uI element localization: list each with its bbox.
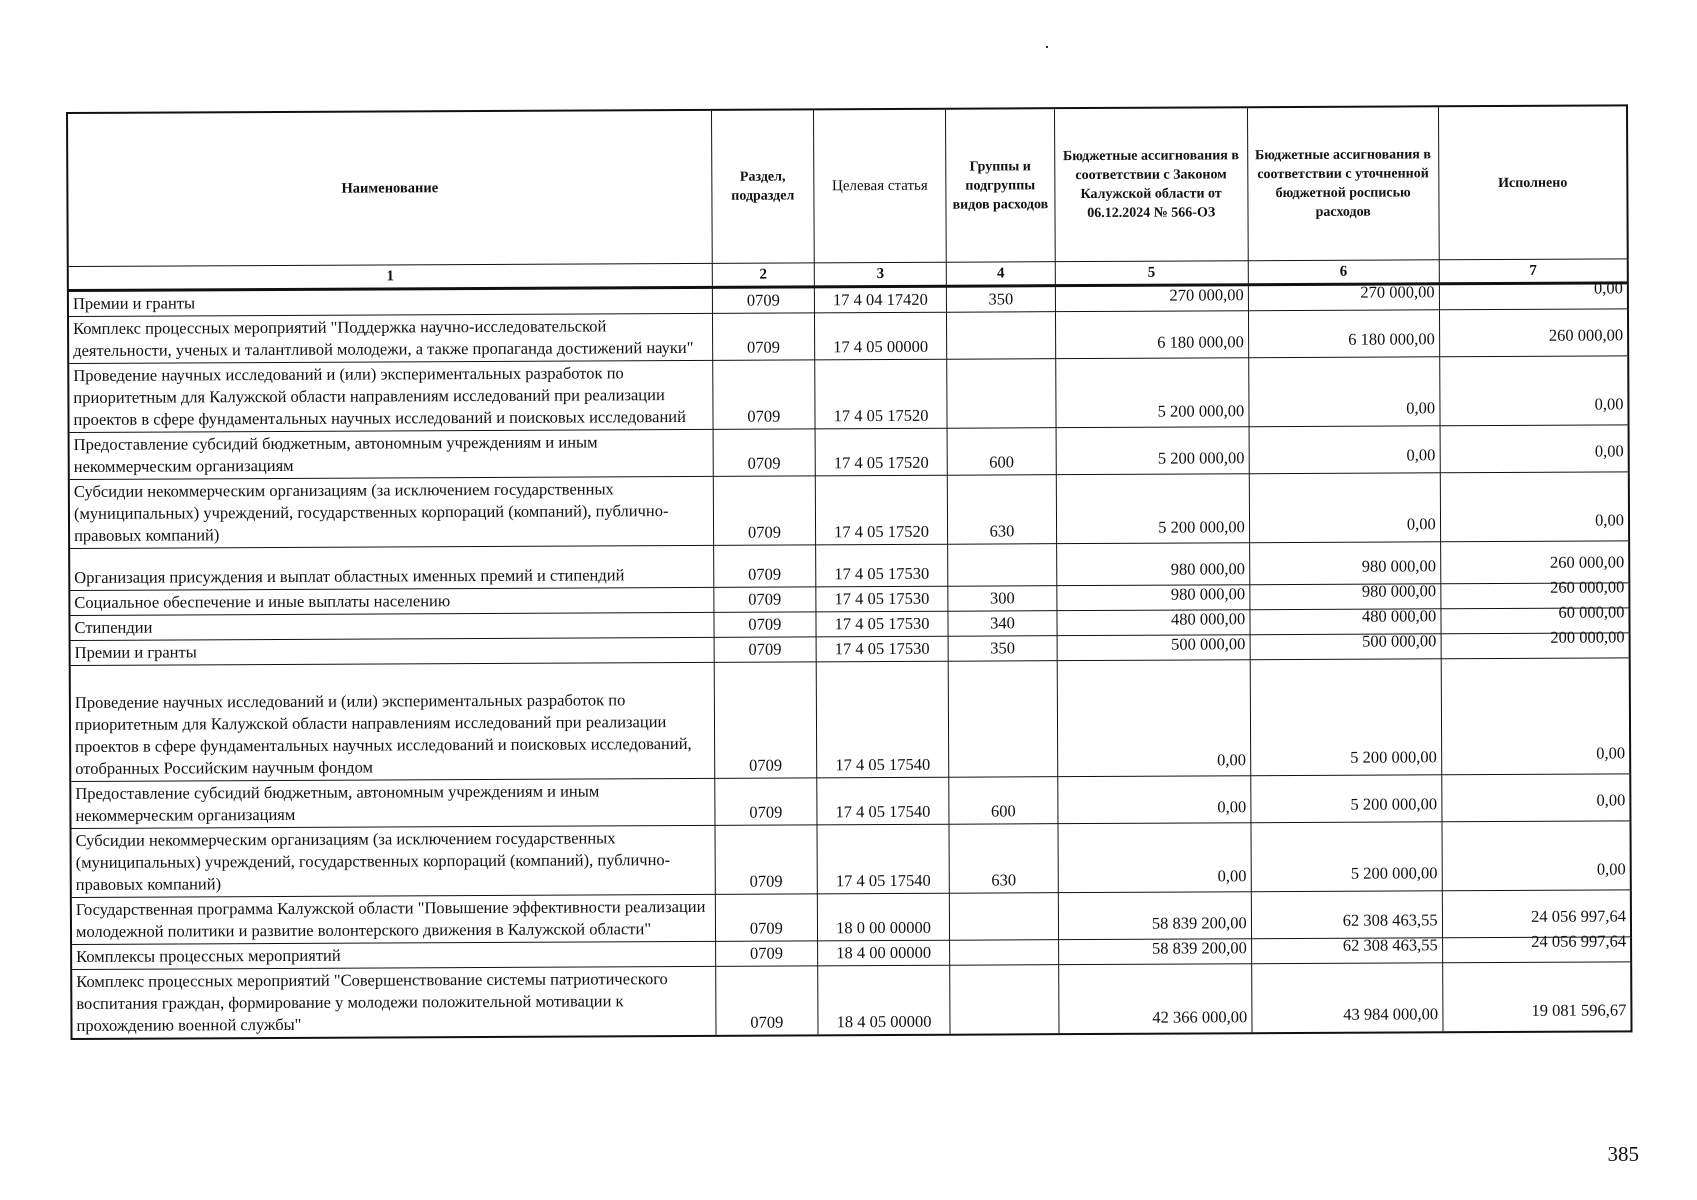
- row-name: Премии и гранты: [68, 287, 713, 316]
- row-name: Организация присуждения и выплат областных именных премий и стипендий: [69, 545, 714, 590]
- header-refined-allocations: Бюджетные ассигнования в соответствии с уточненной бюджетной росписью расходов: [1247, 106, 1439, 260]
- row-section: 0709: [715, 778, 817, 825]
- row-expense-group: [950, 893, 1059, 941]
- row-law-amount: 5 200 000,00: [1157, 401, 1245, 421]
- row-name: Проведение научных исследований и (или) экспериментальных разработок по приоритетным для Калужской области направлениям исследований при реализации проектов в сфере фундаментальных научных исследований и поисковых исследований: [68, 360, 713, 432]
- row-law-amount: 0,00: [1217, 750, 1246, 770]
- row-name: Предоставление субсидий бюджетным, автономным учреждениям и иным некоммерческим организациям: [70, 778, 715, 828]
- row-expense-group: 350: [947, 286, 1056, 313]
- row-law-amount: 500 000,00: [1171, 634, 1246, 654]
- row-target-article: 17 4 05 00000: [814, 312, 947, 360]
- row-section: 0709: [715, 894, 817, 941]
- row-expense-group: [948, 661, 1057, 778]
- header-name: Наименование: [67, 110, 712, 267]
- row-section: 0709: [715, 825, 817, 894]
- column-number: 3: [814, 262, 946, 287]
- row-refined-amount: 500 000,00: [1361, 631, 1437, 651]
- row-name: Государственная программа Калужской области "Повышение эффективности реализации молодежной политики и развитие волонтерского движения в Калужской области": [71, 894, 716, 944]
- row-expense-group: [947, 312, 1056, 360]
- row-refined-amount: 62 308 463,55: [1342, 935, 1438, 955]
- row-name: Социальное обеспечение и иные выплаты населению: [69, 587, 714, 615]
- column-number: 5: [1055, 261, 1248, 286]
- row-target-article: 17 4 04 17420: [814, 286, 946, 313]
- row-name: Комплексы процессных мероприятий: [71, 941, 716, 969]
- row-expense-group: [950, 940, 1059, 966]
- row-refined-amount: 480 000,00: [1361, 606, 1437, 626]
- row-expense-group: [947, 359, 1056, 429]
- row-executed-amount: 19 081 596,67: [1531, 1000, 1627, 1020]
- row-section: 0709: [714, 662, 817, 778]
- row-section: 0709: [714, 612, 816, 637]
- row-law-amount: 5 200 000,00: [1158, 517, 1245, 537]
- table-row: [71, 962, 1631, 1039]
- row-expense-group: 300: [948, 586, 1057, 612]
- row-expense-group: 630: [949, 824, 1058, 894]
- row-law-amount: 5 200 000,00: [1157, 448, 1245, 468]
- row-target-article: 17 4 05 17530: [815, 544, 948, 587]
- row-refined-amount: 980 000,00: [1361, 581, 1437, 601]
- row-refined-amount: 5 200 000,00: [1350, 794, 1438, 814]
- row-name: Комплекс процессных мероприятий "Совершенствование системы патриотического воспитания граждан, формирование у молодежи положительной мотивации к прохождению военной службы": [71, 966, 716, 1039]
- row-law-amount: 980 000,00: [1170, 584, 1246, 604]
- table-row: [70, 658, 1631, 782]
- row-section: 0709: [716, 966, 818, 1036]
- row-target-article: 17 4 05 17530: [816, 636, 948, 662]
- row-executed-amount: 260 000,00: [1550, 577, 1625, 597]
- header-executed: Исполнено: [1438, 105, 1628, 259]
- row-expense-group: [948, 544, 1057, 587]
- row-executed-amount: 24 056 997,64: [1531, 906, 1626, 926]
- row-name: Комплекс процессных мероприятий "Поддержка научно-исследовательской деятельности, ученых и талантливой молодежи, а также пропаганда достижений науки": [68, 313, 713, 363]
- column-number: 4: [946, 262, 1055, 287]
- row-section: 0709: [712, 313, 814, 360]
- row-executed-amount: 0,00: [1593, 278, 1623, 298]
- table-row: [69, 472, 1629, 549]
- row-refined-amount: 43 984 000,00: [1343, 1004, 1439, 1024]
- row-target-article: 18 0 00 00000: [817, 893, 950, 941]
- row-executed-amount: 60 000,00: [1558, 602, 1625, 622]
- row-executed-amount: 260 000,00: [1549, 552, 1625, 572]
- row-name: Проведение научных исследований и (или) экспериментальных разработок по приоритетным для Калужской области направлениям исследований при реализации проектов в сфере фундаментальных научных исследований и поисковых исследований, отобранных Российским научным фондом: [70, 662, 715, 781]
- row-target-article: 17 4 05 17530: [816, 611, 948, 637]
- budget-execution-table: [66, 104, 1633, 1040]
- row-law-amount: 0,00: [1217, 797, 1247, 817]
- row-expense-group: 600: [947, 428, 1056, 476]
- header-row: [67, 105, 1628, 266]
- table-row: [68, 309, 1628, 364]
- row-refined-amount: 270 000,00: [1360, 282, 1435, 302]
- row-expense-group: [950, 965, 1059, 1035]
- table-row: [68, 356, 1628, 433]
- row-law-amount: 58 839 200,00: [1151, 913, 1247, 933]
- row-target-article: 17 4 05 17540: [817, 824, 950, 894]
- scan-speck: [1046, 46, 1048, 48]
- row-name: Стипендии: [69, 612, 714, 640]
- row-target-article: 17 4 05 17520: [815, 475, 948, 545]
- row-section: 0709: [712, 287, 814, 313]
- row-target-article: 17 4 05 17540: [817, 777, 950, 825]
- table-row: [70, 774, 1630, 829]
- row-target-article: 17 4 05 17520: [815, 428, 948, 476]
- row-law-amount: 42 366 000,00: [1152, 1007, 1248, 1027]
- page-number: 385: [1607, 1142, 1639, 1166]
- column-number: 7: [1439, 259, 1628, 284]
- row-law-amount: 58 839 200,00: [1151, 938, 1247, 958]
- row-refined-amount: 6 180 000,00: [1348, 329, 1435, 349]
- row-name: Субсидии некоммерческим организациям (за исключением государственных (муниципальных) учреждений, государственных корпораций (компаний), публично-правовых компаний): [71, 825, 716, 897]
- row-refined-amount: 5 200 000,00: [1350, 747, 1437, 767]
- row-law-amount: 980 000,00: [1170, 559, 1246, 579]
- column-number: 6: [1248, 260, 1439, 285]
- row-executed-amount: 24 056 997,64: [1531, 931, 1627, 951]
- row-target-article: 18 4 05 00000: [818, 965, 951, 1035]
- row-section: 0709: [713, 360, 815, 429]
- row-executed-amount: 200 000,00: [1550, 627, 1625, 647]
- row-law-amount: 480 000,00: [1170, 609, 1246, 629]
- row-refined-amount: 62 308 463,55: [1342, 910, 1438, 930]
- row-executed-amount: 260 000,00: [1548, 325, 1624, 345]
- row-refined-amount: 5 200 000,00: [1350, 863, 1438, 883]
- row-target-article: 17 4 05 17530: [816, 586, 948, 612]
- row-name: Премии и гранты: [70, 637, 715, 665]
- header-law-allocations: Бюджетные ассигнования в соответствии с Законом Калужской области от 06.12.2024 № 566-ОЗ: [1054, 107, 1248, 261]
- row-name: Субсидии некоммерческим организациям (за исключением государственных (муниципальных) учреждений, государственных корпораций (компаний), публично-правовых компаний): [69, 476, 714, 548]
- row-name: Предоставление субсидий бюджетным, автономным учреждениям и иным некоммерческим организациям: [69, 429, 714, 479]
- row-section: 0709: [715, 941, 817, 966]
- row-law-amount: 6 180 000,00: [1157, 332, 1244, 352]
- header-target-article: Целевая статья: [813, 109, 946, 263]
- row-section: 0709: [713, 476, 815, 545]
- row-expense-group: 350: [948, 636, 1057, 662]
- row-target-article: 17 4 05 17540: [816, 661, 949, 778]
- row-refined-amount: 0,00: [1406, 445, 1436, 465]
- header-expense-groups: Группы и подгруппы видов расходов: [946, 108, 1055, 262]
- table-row: [69, 425, 1629, 480]
- row-section: 0709: [714, 637, 816, 662]
- column-number: 1: [68, 263, 713, 290]
- row-expense-group: 340: [948, 611, 1057, 637]
- row-section: 0709: [714, 545, 816, 587]
- row-executed-amount: 0,00: [1595, 510, 1625, 530]
- row-executed-amount: 0,00: [1596, 790, 1626, 810]
- row-refined-amount: 980 000,00: [1361, 556, 1436, 576]
- column-number: 2: [712, 263, 814, 287]
- row-executed-amount: 0,00: [1596, 859, 1626, 879]
- row-section: 0709: [713, 429, 815, 476]
- row-section: 0709: [714, 587, 816, 612]
- row-expense-group: 630: [947, 475, 1056, 545]
- row-executed-amount: 0,00: [1594, 441, 1624, 461]
- row-refined-amount: 0,00: [1406, 514, 1436, 534]
- row-law-amount: 270 000,00: [1169, 285, 1244, 305]
- row-target-article: 18 4 00 00000: [817, 940, 949, 966]
- row-law-amount: 0,00: [1217, 866, 1247, 886]
- row-target-article: 17 4 05 17520: [815, 359, 948, 429]
- row-executed-amount: 0,00: [1596, 743, 1626, 763]
- table-row: [71, 821, 1631, 898]
- header-section: Раздел, подраздел: [711, 109, 814, 263]
- row-expense-group: 600: [949, 777, 1058, 825]
- row-refined-amount: 0,00: [1406, 398, 1436, 418]
- row-executed-amount: 0,00: [1594, 394, 1624, 414]
